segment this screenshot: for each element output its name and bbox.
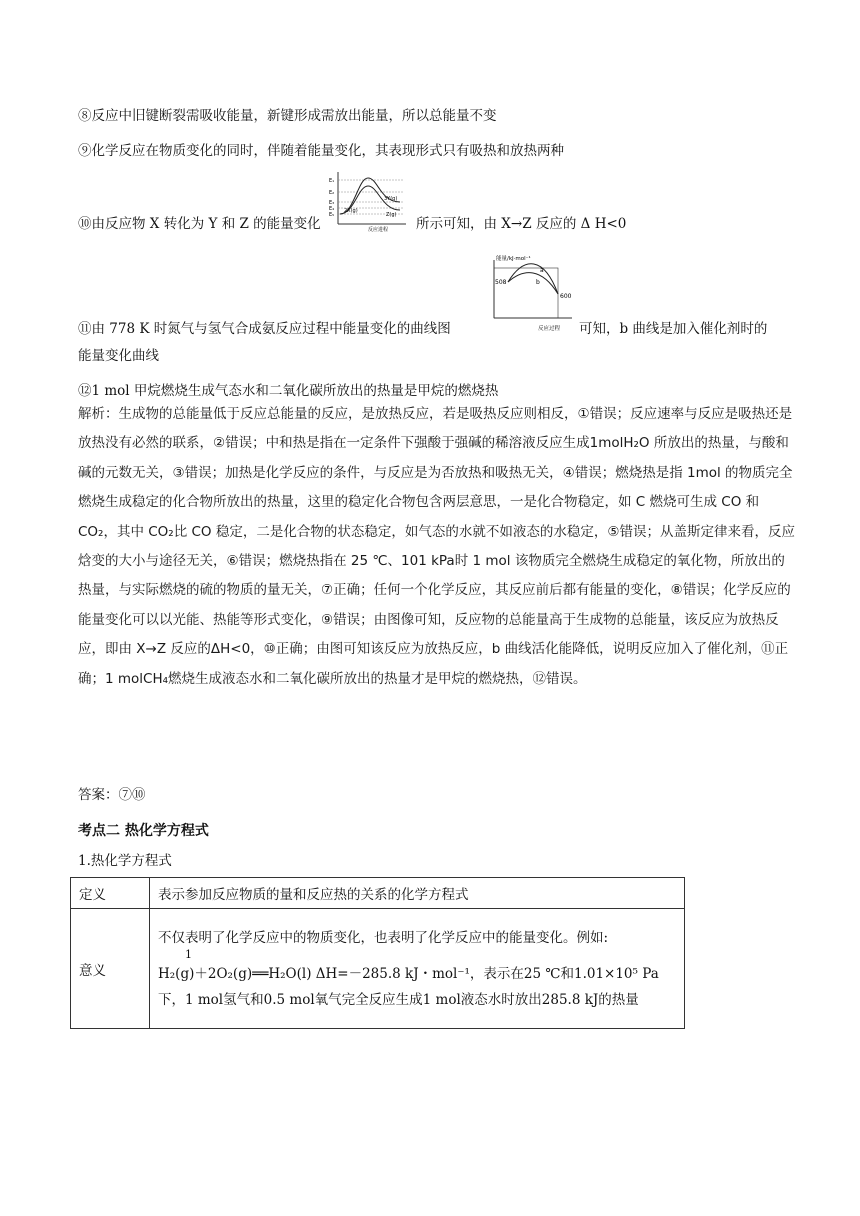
answer-line: 答案：⑦⑩ — [78, 787, 146, 803]
item-11-text-after: 可知，b 曲线是加入催化剂时的 — [579, 321, 768, 337]
fig10-ylabel-5: E₅ — [329, 212, 335, 218]
formula-block — [158, 947, 676, 987]
subheading: 1.热化学方程式 — [78, 853, 172, 869]
meaning-line-1: 不仅表明了化学反应中的物质变化，也表明了化学反应中的能量变化。例如: — [158, 929, 609, 946]
table-row — [71, 878, 685, 909]
definition-table — [70, 877, 685, 1029]
table-row — [71, 909, 685, 1029]
energy-diagram-xyz — [328, 168, 408, 234]
meaning-line-2: H₂(g)＋2O₂(g)══H₂O(l) ΔH=－285.8 kJ・mol⁻¹，表示在25 ℃和1.01×10⁵ Pa — [158, 965, 659, 982]
item-8: ⑧反应中旧键断裂需吸收能量，新键形成需放出能量，所以总能量不变 — [78, 108, 497, 124]
fig11-ylabel: 能量/kJ·mol⁻¹ — [496, 256, 531, 262]
fig11-curve-b: b — [536, 279, 540, 286]
item-11-continuation: 能量变化曲线 — [78, 348, 159, 364]
fraction-numerator: 1 — [185, 947, 192, 961]
table-cell-meaning — [150, 909, 685, 1029]
fig10-label-z: Z(g) — [386, 212, 397, 218]
item-10-text-after: 所示可知，由 X→Z 反应的 Δ H<0 — [416, 216, 627, 232]
fig10-ylabel-2: E₂ — [329, 190, 335, 196]
fig11-curve-a: a — [540, 267, 544, 274]
table-head-meaning: 意义 — [71, 909, 150, 1029]
item-10-text-before: ⑩由反应物 X 转化为 Y 和 Z 的能量变化 — [78, 216, 321, 232]
fig10-label-2x: 2X(g) — [344, 208, 358, 214]
fig10-ylabel-4: E₄ — [329, 206, 335, 212]
table-cell-definition: 表示参加反应物质的量和反应热的关系的化学方程式 — [150, 878, 685, 909]
item-11-text-before: ⑪由 778 K 时氮气与氢气合成氨反应过程中能量变化的曲线图 — [78, 321, 451, 337]
fig11-right-value: 600 — [560, 293, 572, 300]
item-9: ⑨化学反应在物质变化的同时，伴随着能量变化，其表现形式只有吸热和放热两种 — [78, 143, 564, 159]
fig10-ylabel-1: E₁ — [329, 178, 335, 184]
fig11-xlabel: 反应过程 — [538, 326, 561, 332]
fig10-ylabel-3: E₃ — [329, 200, 335, 206]
meaning-line-3: 下，1 mol氢气和0.5 mol氧气完全反应生成1 mol液态水时放出285.8 kJ的热量 — [158, 991, 639, 1008]
fig11-left-value: 508 — [495, 279, 507, 286]
fig10-xlabel: 反应进程 — [368, 227, 389, 233]
table-head-definition: 定义 — [71, 878, 150, 909]
item-12: ⑫1 mol 甲烷燃烧生成气态水和二氧化碳所放出的热量是甲烷的燃烧热 — [78, 383, 499, 399]
section-title: 考点二 热化学方程式 — [78, 823, 209, 839]
analysis-paragraph: 解析：生成物的总能量低于反应总能量的反应，是放热反应，若是吸热反应则相反，①错误；反应速率与反应是吸热还是放热没有必然的联系，②错误；中和热是指在一定条件下强酸于强碱的稀溶液反应生成1molH₂O 所放出的热量，与酸和碱的元数无关，③错误；加热是化学反应的条件，与反应是为否放热和吸热无关，④错误；燃烧热是指 1mol 的物质完全燃烧生成稳定的化合物所放出的热量，这里的稳定化合物包含两层意思，一是化合物稳定，如 C 燃烧可生成 CO 和 CO₂，其中 CO₂比 CO 稳定，二是化合物的状态稳定，如气态的水就不如液态的水稳定，⑤错误；从盖斯定律来看，反应焓变的大小与途径无关，⑥错误；燃烧热指在 25 ℃、101 kPa时 1 mol 该物质完全燃烧生成稳定的氧化物，所放出的热量，与实际燃烧的硫的物质的量无关，⑦正确；任何一个化学反应，其反应前后都有能量的变化，⑧错误；化学反应的能量变化可以以光能、热能等形式变化，⑨错误；由图像可知，反应物的总能量高于生成物的总能量，该反应为放热反应，即由 X→Z 反应的ΔH<0，⑩正确；由图可知该反应为放热反应，b 曲线活化能降低，说明反应加入了催化剂，⑪正确；1 molCH₄燃烧生成液态水和二氧化碳所放出的热量才是甲烷的燃烧热，⑫错误。 — [78, 406, 795, 687]
fig10-label-3y: 3Y(g) — [384, 196, 398, 202]
energy-diagram-ammonia — [488, 254, 574, 336]
